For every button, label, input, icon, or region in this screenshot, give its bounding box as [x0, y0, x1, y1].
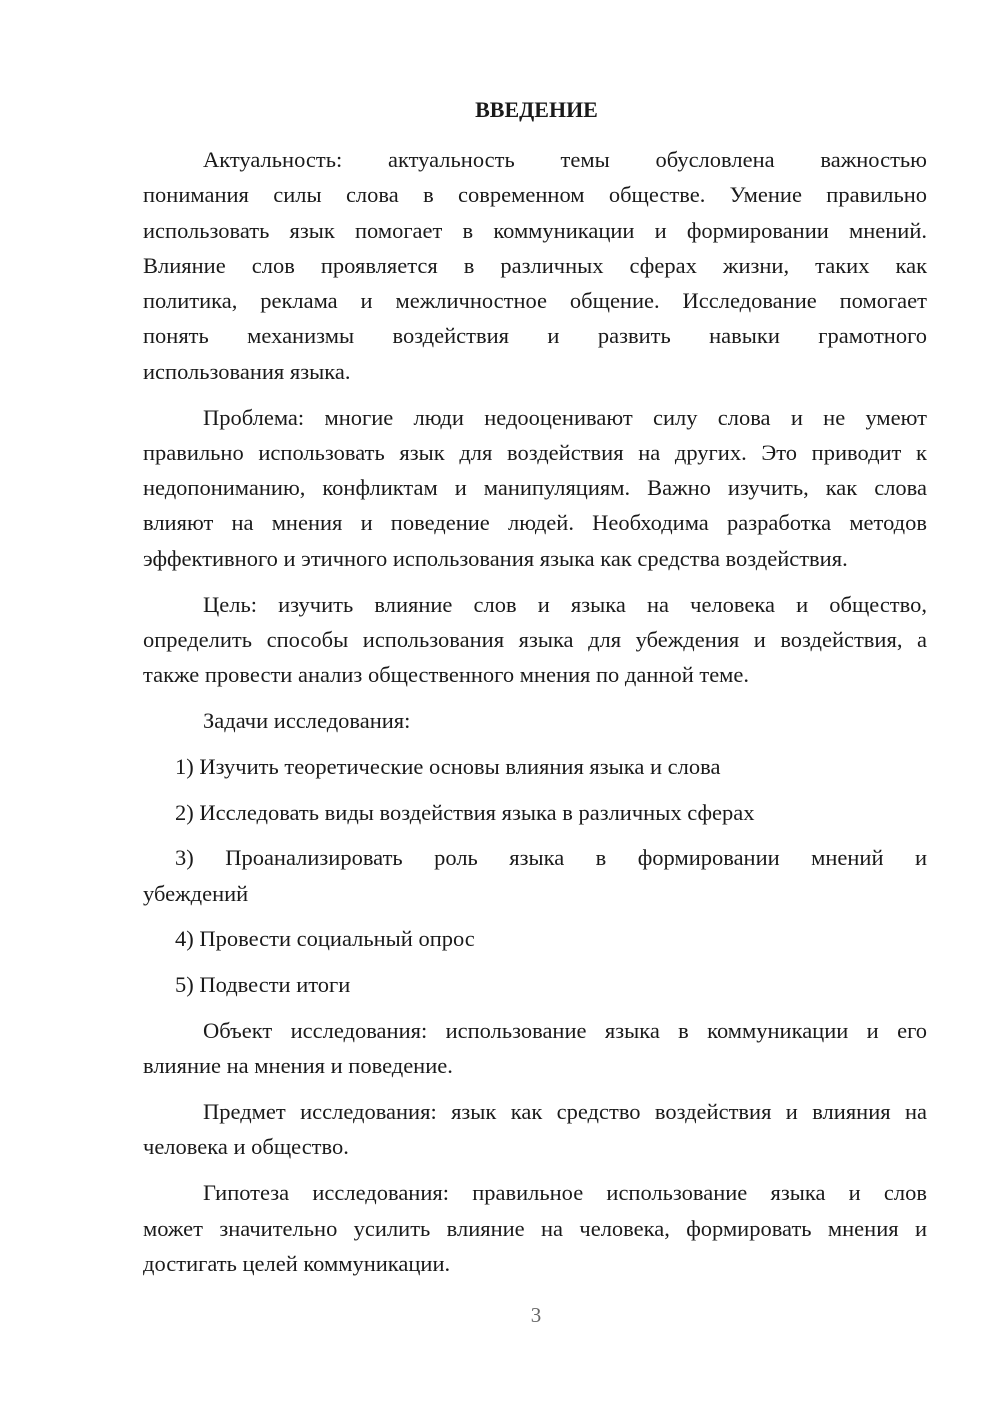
- text-line: также провести анализ общественного мнения по данной теме.: [143, 662, 750, 688]
- text-line: 3) Проанализировать роль языка в формировании мнений и: [175, 845, 927, 871]
- text-line: Объект исследования: использование языка в коммуникации и его: [203, 1018, 927, 1044]
- text-line: определить способы использования языка для убеждения и воздействия, а: [143, 626, 927, 652]
- goal-paragraph: [143, 587, 927, 693]
- text-line: влияют на мнения и поведение людей. Необходима разработка методов: [143, 510, 927, 536]
- text-line: Предмет исследования: язык как средство воздействия и влияния на: [203, 1099, 927, 1125]
- hypothesis-paragraph: [143, 1175, 927, 1281]
- text-line: 5) Подвести итоги: [175, 972, 351, 998]
- text-line: человека и общество.: [143, 1134, 349, 1160]
- text-line: убеждений: [143, 880, 249, 906]
- text-line: понять механизмы воздействия и развить навыки грамотного: [143, 323, 927, 349]
- section-title: ВВЕДЕНИЕ: [475, 97, 598, 122]
- text-line: 2) Исследовать виды воздействия языка в различных сферах: [175, 799, 755, 825]
- text-line: Цель: изучить влияние слов и языка на человека и общество,: [203, 591, 927, 617]
- task-item-1: [143, 749, 927, 784]
- text-line: Влияние слов проявляется в различных сферах жизни, таких как: [143, 252, 927, 278]
- task-item-3: [143, 840, 927, 911]
- text-line: политика, реклама и межличностное общение. Исследование помогает: [143, 288, 927, 314]
- document-body: [143, 142, 927, 1281]
- tasks-heading: [143, 703, 927, 738]
- text-line: недопониманию, конфликтам и манипуляциям. Важно изучить, как слова: [143, 475, 927, 501]
- text-line: Актуальность: актуальность темы обусловлена важностью: [203, 147, 927, 172]
- text-line: может значительно усилить влияние на человека, формировать мнения и: [143, 1215, 927, 1241]
- problem-paragraph: [143, 400, 927, 576]
- text-line: Задачи исследования:: [203, 707, 411, 733]
- text-line: использования языка.: [143, 358, 351, 384]
- task-item-2: [143, 795, 927, 830]
- text-line: влияние на мнения и поведение.: [143, 1053, 453, 1079]
- text-line: эффективного и этичного использования языка как средства воздействия.: [143, 545, 848, 571]
- document-page: [143, 92, 927, 1292]
- text-line: достигать целей коммуникации.: [143, 1250, 451, 1276]
- object-paragraph: [143, 1013, 927, 1084]
- text-line: использовать язык помогает в коммуникации и формировании мнений.: [143, 217, 927, 243]
- text-line: 1) Изучить теоретические основы влияния языка и слова: [175, 753, 721, 779]
- text-line: правильно использовать язык для воздействия на других. Это приводит к: [143, 439, 927, 465]
- relevance-paragraph: [143, 142, 927, 389]
- text-line: Гипотеза исследования: правильное использование языка и слов: [203, 1180, 927, 1206]
- text-line: Проблема: многие люди недооценивают силу слова и не умеют: [203, 404, 927, 430]
- page-number: 3: [530, 1303, 542, 1327]
- text-line: понимания силы слова в современном обществе. Умение правильно: [143, 182, 927, 208]
- subject-paragraph: [143, 1094, 927, 1165]
- task-item-4: [143, 921, 927, 956]
- task-item-5: [143, 967, 927, 1002]
- text-line: 4) Провести социальный опрос: [175, 926, 475, 952]
